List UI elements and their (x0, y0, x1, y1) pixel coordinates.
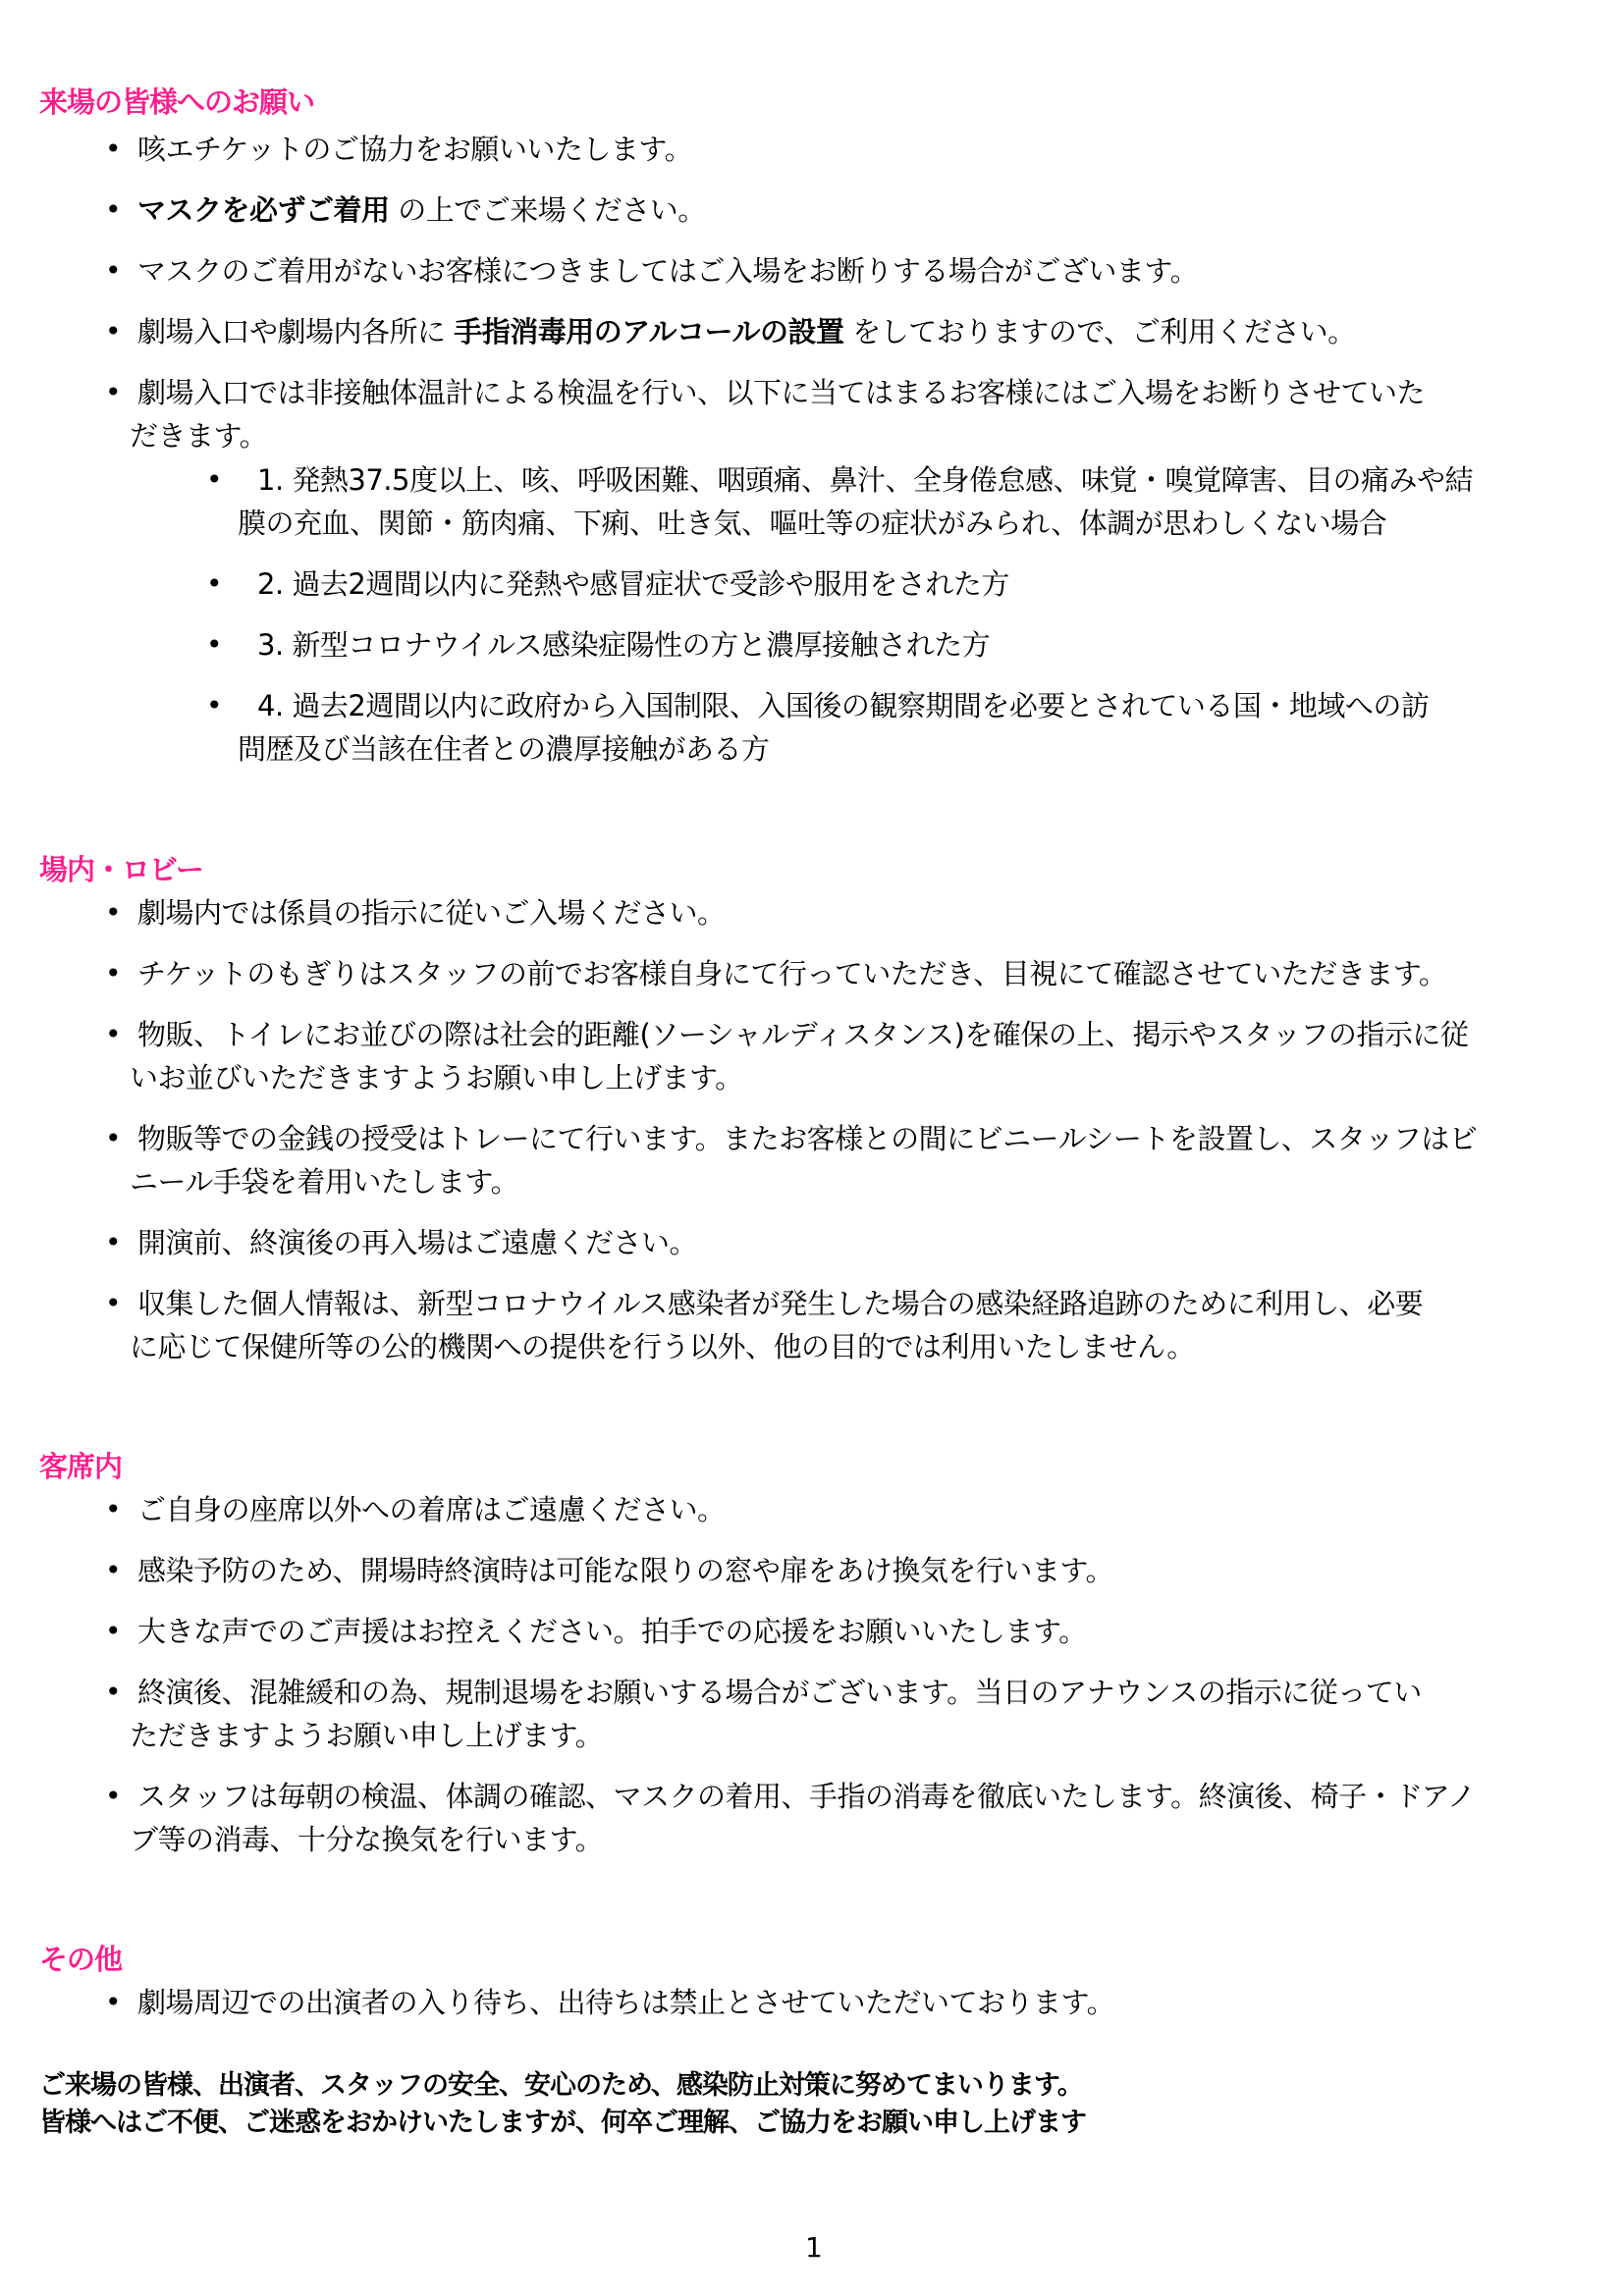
bullet-icon: • (105, 1226, 122, 1258)
bullet-icon: • (105, 1493, 122, 1525)
list-item: チケットのもぎりはスタッフの前でお客様自身にて行っていただき、目視にて確認させていただきます。 (137, 957, 1447, 990)
sub-list-item: 1. 発熱37.5度以上、咳、呼吸困難、咽頭痛、鼻汁、全身倦怠感、味覚・嗅覚障害、目の痛みや結 膜の充血、関節・筋肉痛、下痢、吐き気、嘔吐等の症状がみられ、体調が思わしくない場合 (238, 463, 1473, 540)
list-item: 劇場入口や劇場内各所に 手指消毒用のアルコールの設置 をしておりますので、ご利用ください。 (137, 315, 1356, 348)
bullet-icon: • (105, 1986, 122, 2018)
sub-list-item: 3. 新型コロナウイルス感染症陽性の方と濃厚接触された方 (257, 628, 991, 662)
sub-bullet-icon: • (206, 463, 223, 496)
list-item: 大きな声でのご声援はお控えください。拍手での応援をお願いいたします。 (137, 1615, 1087, 1648)
section-heading-seating: 客席内 (39, 1450, 123, 1483)
list-item: マスクを必ずご着用 の上でご来場ください。 (137, 193, 706, 227)
sub-bullet-icon: • (206, 567, 223, 600)
list-item: スタッフは毎朝の検温、体調の確認、マスクの着用、手指の消毒を徹底いたします。終演後、椅子・ドアノ ブ等の消毒、十分な換気を行います。 (130, 1780, 1476, 1856)
bullet-icon: • (105, 1615, 122, 1647)
list-item: 咳エチケットのご協力をお願いいたします。 (137, 133, 693, 166)
list-item: 物販、トイレにお並びの際は社会的距離(ソーシャルディスタンス)を確保の上、掲示やスタッフの指示に従 いお並びいただきますようお願い申し上げます。 (130, 1018, 1469, 1095)
list-item: 終演後、混雑緩和の為、規制退場をお願いする場合がございます。当日のアナウンスの指示に従ってい ただきますようお願い申し上げます。 (130, 1676, 1422, 1752)
bullet-icon: • (105, 254, 122, 287)
bullet-icon: • (105, 1287, 122, 1319)
list-item: 劇場入口では非接触体温計による検温を行い、以下に当てはまるお客様にはご入場をお断りさせていた だきます。 (130, 376, 1426, 453)
list-item: 感染予防のため、開場時終演時は可能な限りの窓や扉をあけ換気を行います。 (137, 1554, 1114, 1587)
list-item: ご自身の座席以外への着席はご遠慮ください。 (137, 1493, 726, 1526)
bullet-icon: • (105, 315, 122, 347)
closing-line-2: 皆様へはご不便、ご迷惑をおかけいたしますが、何卒ご理解、ご協力をお願い申し上げます (39, 2108, 1086, 2138)
section-heading-lobby: 場内・ロビー (39, 853, 203, 886)
bullet-icon: • (105, 1554, 122, 1586)
list-item: 開演前、終演後の再入場はご遠慮ください。 (137, 1226, 698, 1259)
emphasis-text: 手指消毒用のアルコールの設置 (454, 315, 844, 348)
page-number: 1 (805, 2231, 823, 2264)
closing-line-1: ご来場の皆様、出演者、スタッフの安全、安心のため、感染防止対策に努めてまいります。 (39, 2070, 1083, 2101)
emphasis-text: マスクを必ずご着用 (137, 193, 390, 227)
bullet-icon: • (105, 1780, 122, 1812)
bullet-icon: • (105, 376, 122, 408)
sub-bullet-icon: • (206, 689, 223, 721)
bullet-icon: • (105, 193, 122, 226)
bullet-icon: • (105, 896, 122, 929)
sub-bullet-icon: • (206, 628, 223, 661)
list-item: 収集した個人情報は、新型コロナウイルス感染者が発生した場合の感染経路追跡のために利用し、必要 に応じて保健所等の公的機関への提供を行う以外、他の目的では利用いたしません。 (130, 1287, 1424, 1363)
sub-list-item: 2. 過去2週間以内に発熱や感冒症状で受診や服用をされた方 (257, 567, 1009, 601)
list-item: 物販等での金銭の授受はトレーにて行います。またお客様との間にビニールシートを設置し、スタッフはビ ニール手袋を着用いたします。 (130, 1122, 1478, 1199)
section-heading-visitors: 来場の皆様へのお願い (39, 85, 315, 119)
bullet-icon: • (105, 1122, 122, 1154)
list-item: 劇場周辺での出演者の入り待ち、出待ちは禁止とさせていただいております。 (137, 1986, 1115, 2019)
sub-list-item: 4. 過去2週間以内に政府から入国制限、入国後の観察期間を必要とされている国・地域への訪 問歴及び当該在住者との濃厚接触がある方 (238, 689, 1430, 766)
bullet-icon: • (105, 133, 122, 165)
bullet-icon: • (105, 1676, 122, 1708)
bullet-icon: • (105, 1018, 122, 1050)
list-item: 劇場内では係員の指示に従いご入場ください。 (137, 896, 726, 930)
bullet-icon: • (105, 957, 122, 989)
list-item: マスクのご着用がないお客様につきましてはご入場をお断りする場合がございます。 (137, 254, 1199, 288)
section-heading-other: その他 (39, 1943, 123, 1976)
